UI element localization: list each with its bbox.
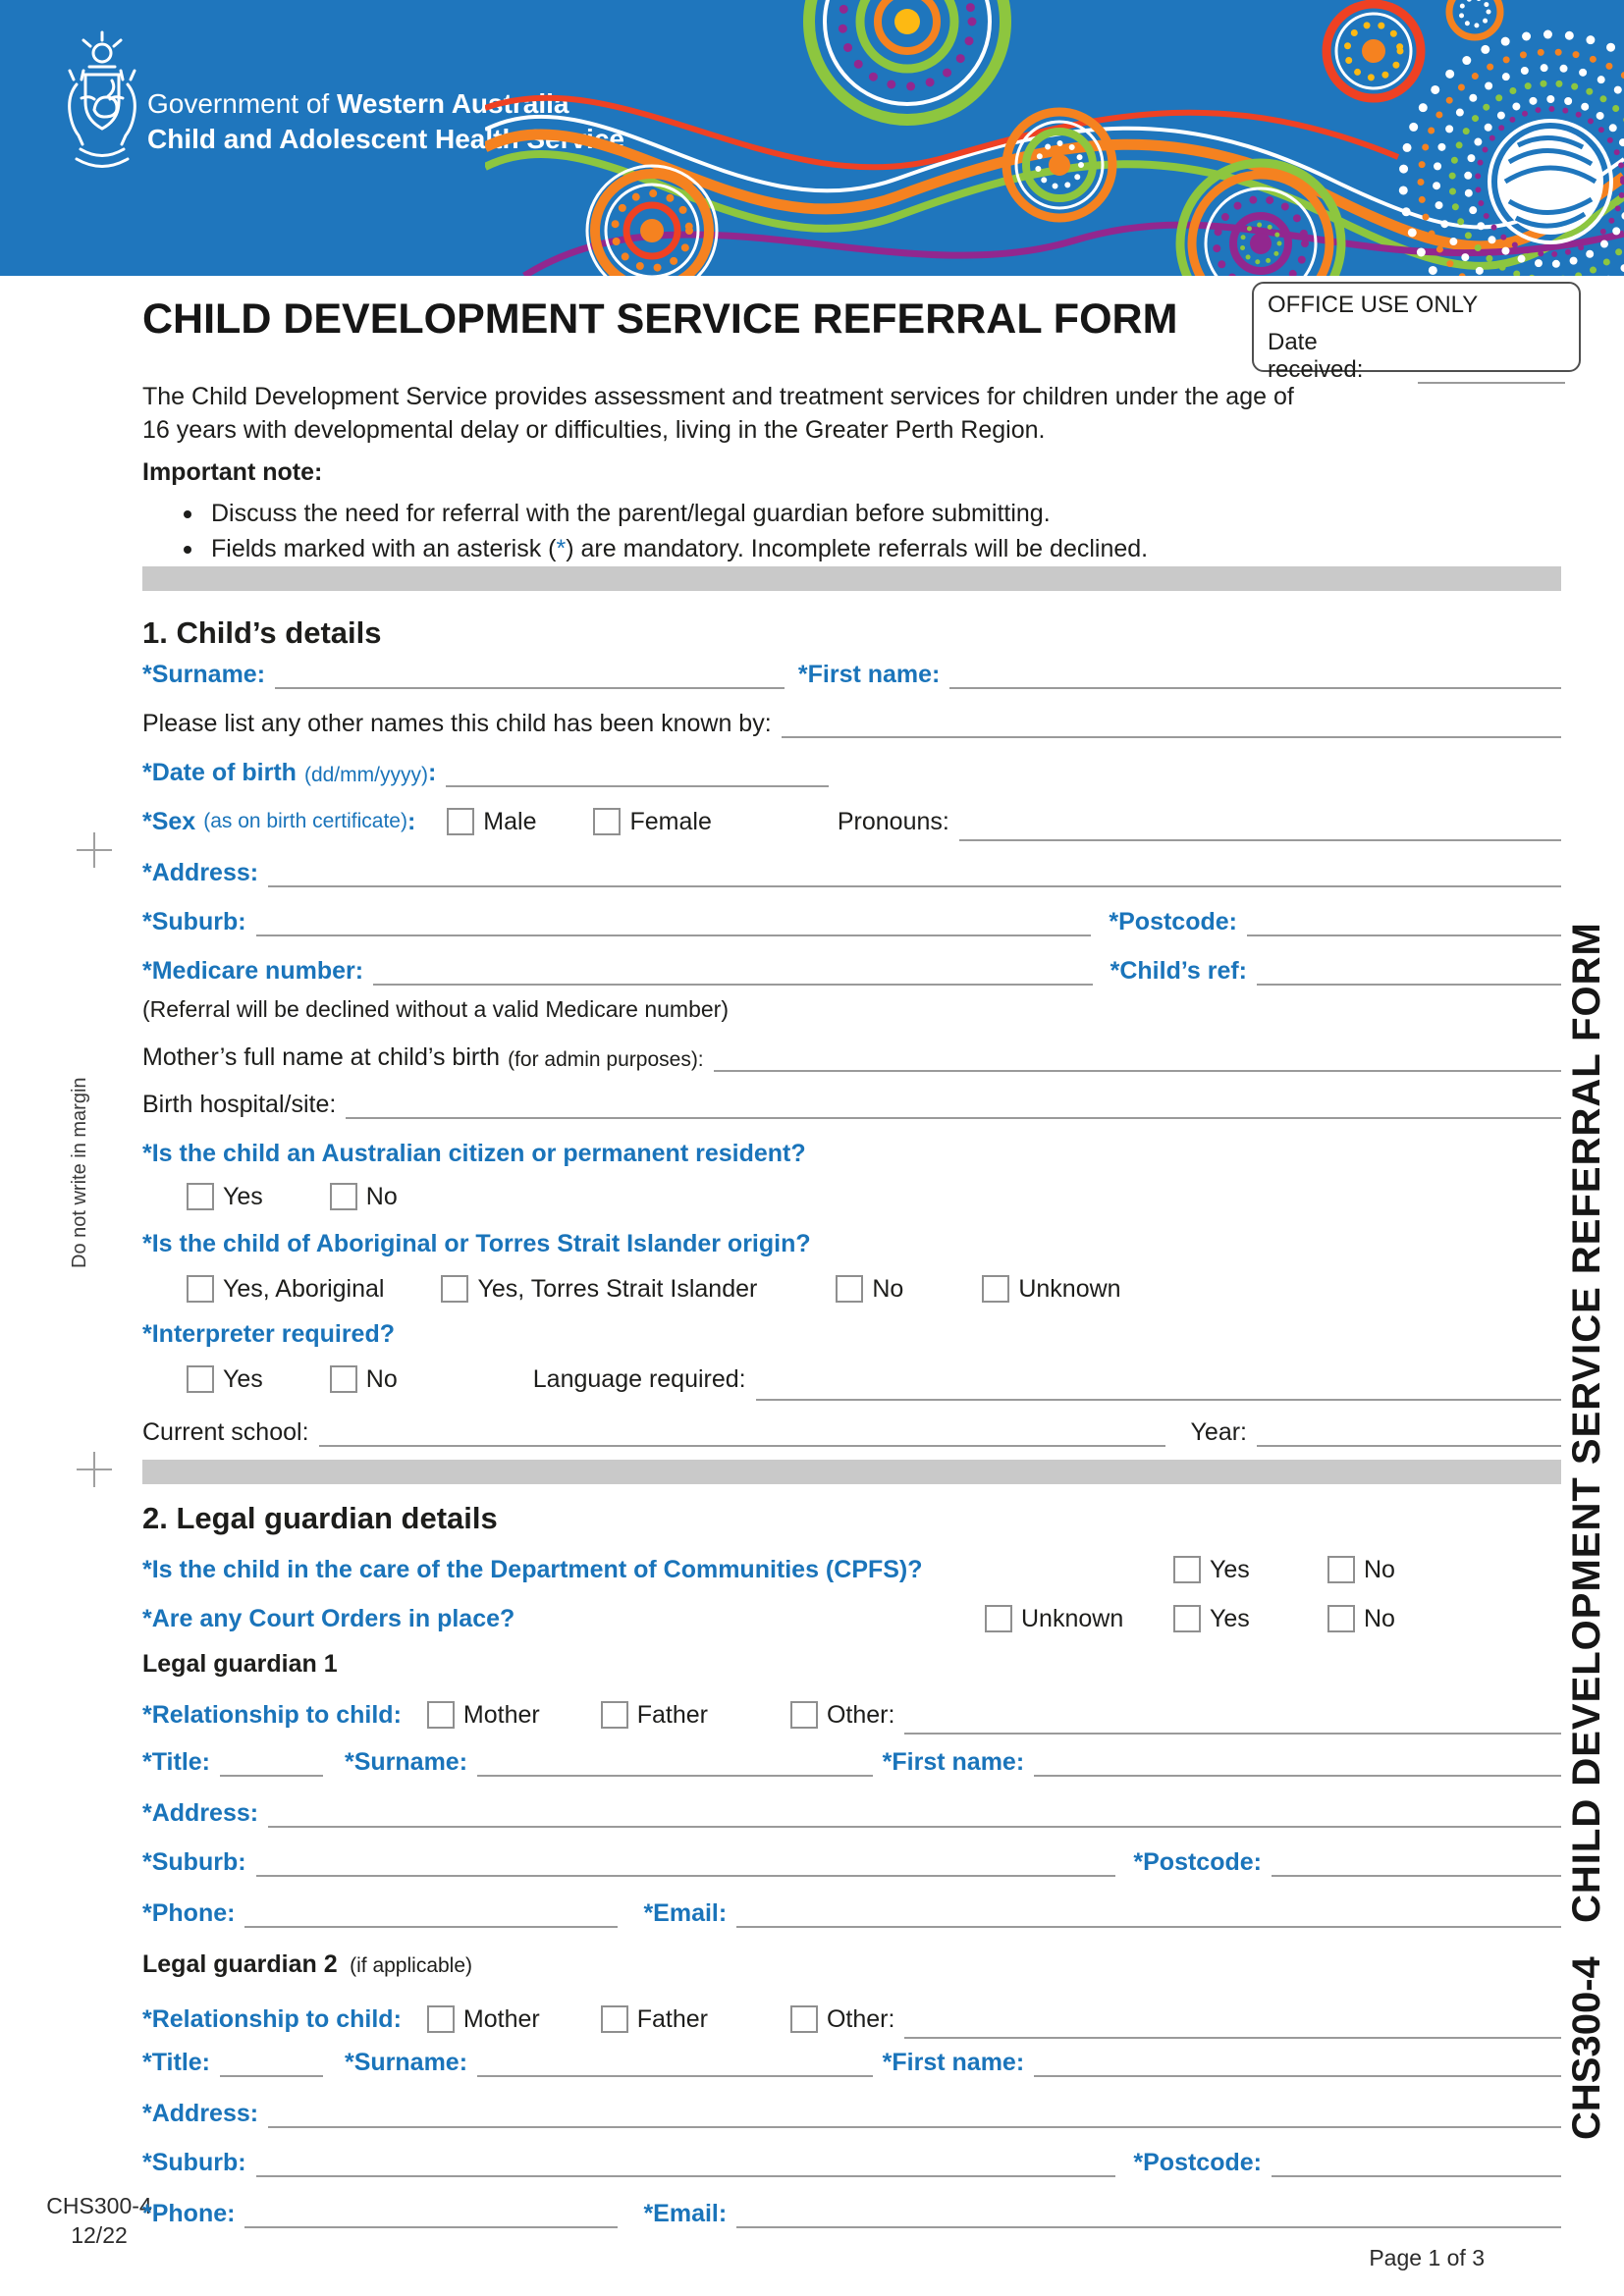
dob-row (142, 759, 1561, 787)
guardian1-title-label: *Title: (142, 1748, 210, 1776)
birth-hospital-label: Birth hospital/site: (142, 1091, 337, 1118)
dob-label: *Date of birth (142, 759, 297, 786)
interpreter-no-label: No (365, 1364, 398, 1393)
guardian2-postcode-field-line[interactable] (1272, 2150, 1561, 2177)
bullet-item-1 (142, 500, 1561, 528)
guardian2-address-label: *Address: (142, 2100, 259, 2127)
section1-heading: 1. Child’s details (142, 615, 382, 650)
court-yes-label: Yes (1210, 1604, 1250, 1632)
address-row (142, 859, 1561, 887)
guardian2-other-field-line[interactable] (904, 2011, 1561, 2039)
first-name-label: *First name: (797, 661, 941, 688)
court-no-label: No (1364, 1604, 1395, 1632)
postcode-label: *Postcode: (1109, 908, 1237, 935)
postcode-field-line[interactable] (1247, 909, 1561, 936)
checkbox-court-no[interactable] (1327, 1605, 1355, 1632)
crop-mark (77, 832, 112, 868)
aboriginal-artwork (485, 0, 1624, 276)
court-unknown-label: Unknown (1021, 1604, 1124, 1632)
guardian1-email-field-line[interactable] (736, 1900, 1561, 1928)
guardian1-phone-label: *Phone: (142, 1899, 236, 1927)
bullet-1-text: Discuss the need for referral with the parent/legal guardian before submitting. (211, 500, 1051, 527)
guardian2-surname-field-line[interactable] (477, 2050, 873, 2077)
checkbox-citizen-no[interactable] (330, 1183, 357, 1210)
sex-hint: (as on birth certificate) (203, 810, 407, 832)
childs-ref-field-line[interactable] (1257, 958, 1561, 986)
interpreter-question: *Interpreter required? (142, 1320, 396, 1348)
guardian2-phone-field-line[interactable] (244, 2201, 618, 2228)
guardian2-heading: Legal guardian 2 (142, 1950, 338, 1978)
guardian2-email-field-line[interactable] (736, 2201, 1561, 2228)
citizen-no-label: No (365, 1182, 398, 1210)
section2-heading: 2. Legal guardian details (142, 1501, 498, 1535)
medicare-note: (Referral will be declined without a valid Medicare number) (142, 996, 729, 1022)
bullet-dot (184, 546, 191, 554)
checkbox-atsi-yes-tsi[interactable] (441, 1275, 468, 1303)
suburb-field-line[interactable] (256, 909, 1092, 936)
guardian1-suburb-field-line[interactable] (256, 1849, 1116, 1877)
footer-form-code (45, 2191, 153, 2250)
bullet-2-text: Fields marked with an asterisk (*) are mandatory. Incomplete referrals will be declined. (211, 535, 1149, 562)
atsi-unknown-label: Unknown (1018, 1274, 1121, 1303)
guardian1-address-field-line[interactable] (268, 1800, 1561, 1828)
atsi-no-label: No (872, 1274, 904, 1303)
office-use-box (1252, 282, 1581, 383)
wa-coat-of-arms-logo (57, 27, 147, 185)
other-names-row (142, 710, 1561, 738)
guardian2-mother-label: Mother (462, 2004, 540, 2033)
checkbox-guardian1-father[interactable] (601, 1701, 628, 1729)
left-margin-note: Do not write in margin (69, 1077, 90, 1268)
guardian2-hint: (if applicable) (350, 1954, 473, 1977)
sex-row (142, 802, 1561, 841)
guardian1-first-name-field-line[interactable] (1034, 1749, 1561, 1777)
guardian1-relationship-row (142, 1695, 1561, 1735)
medicare-row (142, 957, 1561, 986)
guardian2-first-name-label: *First name: (882, 2049, 1025, 2076)
guardian2-postcode-label: *Postcode: (1133, 2149, 1262, 2176)
citizen-question: *Is the child an Australian citizen or permanent resident? (142, 1140, 806, 1167)
guardian2-relationship-label: *Relationship to child: (142, 2004, 402, 2033)
language-required-label: Language required: (532, 1364, 746, 1393)
birth-hospital-row (142, 1091, 1561, 1119)
gov-line1: Government of Western Australia (147, 88, 569, 119)
guardian1-postcode-label: *Postcode: (1133, 1848, 1262, 1876)
bullet-dot (184, 510, 191, 518)
mother-name-label: Mother’s full name at child’s birth (142, 1043, 501, 1071)
dob-format-hint: (dd/mm/yyyy) (303, 764, 428, 786)
guardian1-suburb-label: *Suburb: (142, 1848, 246, 1876)
footer-code-line1: CHS300-4 (46, 2193, 152, 2218)
guardian1-heading: Legal guardian 1 (142, 1650, 338, 1678)
other-names-label: Please list any other names this child has been known by: (142, 710, 772, 737)
checkbox-cpfs-yes[interactable] (1173, 1556, 1201, 1583)
checkbox-interpreter-no[interactable] (330, 1365, 357, 1393)
guardian2-other-label: Other: (826, 2004, 895, 2033)
guardian2-name-row (142, 2049, 1561, 2077)
checkbox-guardian1-mother[interactable] (427, 1701, 455, 1729)
checkbox-citizen-yes[interactable] (187, 1183, 214, 1210)
guardian2-address-row (142, 2100, 1561, 2128)
address-field-line[interactable] (268, 860, 1561, 887)
interpreter-yes-label: Yes (223, 1364, 263, 1393)
section-divider-bar (142, 566, 1561, 591)
guardian2-first-name-field-line[interactable] (1034, 2050, 1561, 2077)
office-use-title: OFFICE USE ONLY (1268, 292, 1479, 318)
mother-name-field-line[interactable] (714, 1044, 1561, 1072)
checkbox-atsi-yes-aboriginal[interactable] (187, 1275, 214, 1303)
guardian1-address-row (142, 1799, 1561, 1828)
checkbox-atsi-unknown[interactable] (982, 1275, 1009, 1303)
atsi-yes-tsi-label: Yes, Torres Strait Islander (477, 1274, 758, 1303)
checkbox-atsi-no[interactable] (836, 1275, 863, 1303)
page-title: CHILD DEVELOPMENT SERVICE REFERRAL FORM (142, 295, 1178, 343)
intro-paragraph: The Child Development Service provides assessment and treatment services for children under the age of 16 years with developmental delay or difficulties, living in the Greater Perth Region. (142, 383, 1294, 444)
footer-code-line2: 12/22 (71, 2222, 128, 2248)
guardian2-father-label: Father (636, 2004, 708, 2033)
current-school-row (142, 1418, 1561, 1447)
guardian2-suburb-row (142, 2149, 1561, 2177)
cpfs-no-label: No (1364, 1555, 1395, 1583)
atsi-yes-aboriginal-label: Yes, Aboriginal (223, 1274, 385, 1303)
cpfs-question-row (142, 1550, 1561, 1589)
suburb-row (142, 908, 1561, 936)
header-band (0, 0, 1624, 276)
guardian1-surname-label: *Surname: (345, 1748, 468, 1776)
guardian1-suburb-row (142, 1848, 1561, 1877)
cpfs-yes-label: Yes (1210, 1555, 1250, 1583)
surname-row (142, 661, 1561, 689)
mother-name-row (142, 1043, 1561, 1072)
medicare-field-line[interactable] (373, 958, 1093, 986)
guardian1-father-label: Father (636, 1700, 708, 1729)
guardian2-relationship-row (142, 2000, 1561, 2039)
guardian2-email-label: *Email: (643, 2200, 728, 2227)
guardian2-phone-label: *Phone: (142, 2200, 236, 2227)
atsi-question: *Is the child of Aboriginal or Torres Strait Islander origin? (142, 1230, 811, 1257)
checkbox-guardian2-other[interactable] (790, 2005, 818, 2033)
checkbox-female[interactable] (593, 808, 621, 835)
guardian1-phone-row (142, 1899, 1561, 1928)
mother-name-hint: (for admin purposes): (508, 1048, 704, 1071)
language-required-field-line[interactable] (756, 1373, 1561, 1401)
atsi-answers-row (142, 1269, 1561, 1308)
surname-label: *Surname: (142, 661, 266, 688)
crop-mark (77, 1452, 112, 1487)
checkbox-court-yes[interactable] (1173, 1605, 1201, 1632)
pronouns-label: Pronouns: (837, 807, 949, 835)
medicare-label: *Medicare number: (142, 957, 364, 985)
checkbox-cpfs-no[interactable] (1327, 1556, 1355, 1583)
bullet-item-2 (142, 535, 1561, 563)
guardian2-title-field-line[interactable] (220, 2050, 323, 2077)
guardian1-relationship-label: *Relationship to child: (142, 1700, 402, 1729)
court-orders-question: *Are any Court Orders in place? (142, 1604, 515, 1632)
date-received-label: Date received: (1268, 329, 1364, 383)
guardian1-address-label: *Address: (142, 1799, 259, 1827)
guardian1-email-label: *Email: (643, 1899, 728, 1927)
right-margin-form-code: CHS300-4 (1565, 1956, 1608, 2140)
current-school-field-line[interactable] (319, 1419, 1165, 1447)
address-label: *Address: (142, 859, 259, 886)
male-label: Male (483, 807, 537, 835)
dob-field-line[interactable] (446, 760, 829, 787)
right-margin-form-title: CHILD DEVELOPMENT SERVICE REFERRAL FORM (1565, 922, 1608, 1923)
sex-label: *Sex (142, 807, 196, 835)
checkbox-guardian1-other[interactable] (790, 1701, 818, 1729)
cpfs-question: *Is the child in the care of the Department of Communities (CPFS)? (142, 1555, 923, 1583)
year-field-line[interactable] (1257, 1419, 1561, 1447)
guardian1-postcode-field-line[interactable] (1272, 1849, 1561, 1877)
interpreter-answers-row (142, 1358, 1561, 1401)
guardian2-suburb-field-line[interactable] (256, 2150, 1116, 2177)
guardian1-surname-field-line[interactable] (477, 1749, 873, 1777)
guardian1-title-field-line[interactable] (220, 1749, 323, 1777)
guardian1-name-row (142, 1748, 1561, 1777)
guardian2-suburb-label: *Suburb: (142, 2149, 246, 2176)
female-label: Female (629, 807, 712, 835)
checkbox-guardian2-father[interactable] (601, 2005, 628, 2033)
checkbox-interpreter-yes[interactable] (187, 1365, 214, 1393)
checkbox-guardian2-mother[interactable] (427, 2005, 455, 2033)
gov-line2: Child and Adolescent Health Service (147, 124, 624, 154)
dob-colon: : (427, 759, 437, 786)
guardian2-address-field-line[interactable] (268, 2101, 1561, 2128)
date-received-field-line[interactable] (1418, 360, 1565, 384)
surname-field-line[interactable] (275, 662, 785, 689)
checkbox-court-unknown[interactable] (985, 1605, 1012, 1632)
current-school-label: Current school: (142, 1418, 309, 1446)
suburb-label: *Suburb: (142, 908, 246, 935)
pronouns-field-line[interactable] (959, 814, 1561, 841)
page-number: Page 1 of 3 (1369, 2245, 1485, 2270)
section-divider-bar (142, 1460, 1561, 1484)
guardian1-first-name-label: *First name: (882, 1748, 1025, 1776)
sex-colon: : (406, 807, 416, 835)
childs-ref-label: *Child’s ref: (1110, 957, 1247, 985)
guardian1-other-field-line[interactable] (904, 1707, 1561, 1735)
other-names-field-line[interactable] (782, 711, 1561, 738)
guardian1-mother-label: Mother (462, 1700, 540, 1729)
guardian2-phone-row (142, 2200, 1561, 2228)
court-orders-question-row (142, 1599, 1561, 1638)
guardian2-surname-label: *Surname: (345, 2049, 468, 2076)
guardian2-heading-row (142, 1950, 1561, 1979)
year-label: Year: (1190, 1418, 1247, 1446)
guardian2-title-label: *Title: (142, 2049, 210, 2076)
citizen-yes-label: Yes (223, 1182, 263, 1210)
checkbox-male[interactable] (447, 808, 474, 835)
citizen-answers-row (142, 1177, 1561, 1216)
guardian1-phone-field-line[interactable] (244, 1900, 618, 1928)
mandatory-asterisk: * (556, 535, 567, 562)
birth-hospital-field-line[interactable] (346, 1092, 1561, 1119)
guardian1-other-label: Other: (826, 1700, 895, 1729)
important-note-label: Important note: (142, 458, 323, 486)
first-name-field-line[interactable] (949, 662, 1561, 689)
